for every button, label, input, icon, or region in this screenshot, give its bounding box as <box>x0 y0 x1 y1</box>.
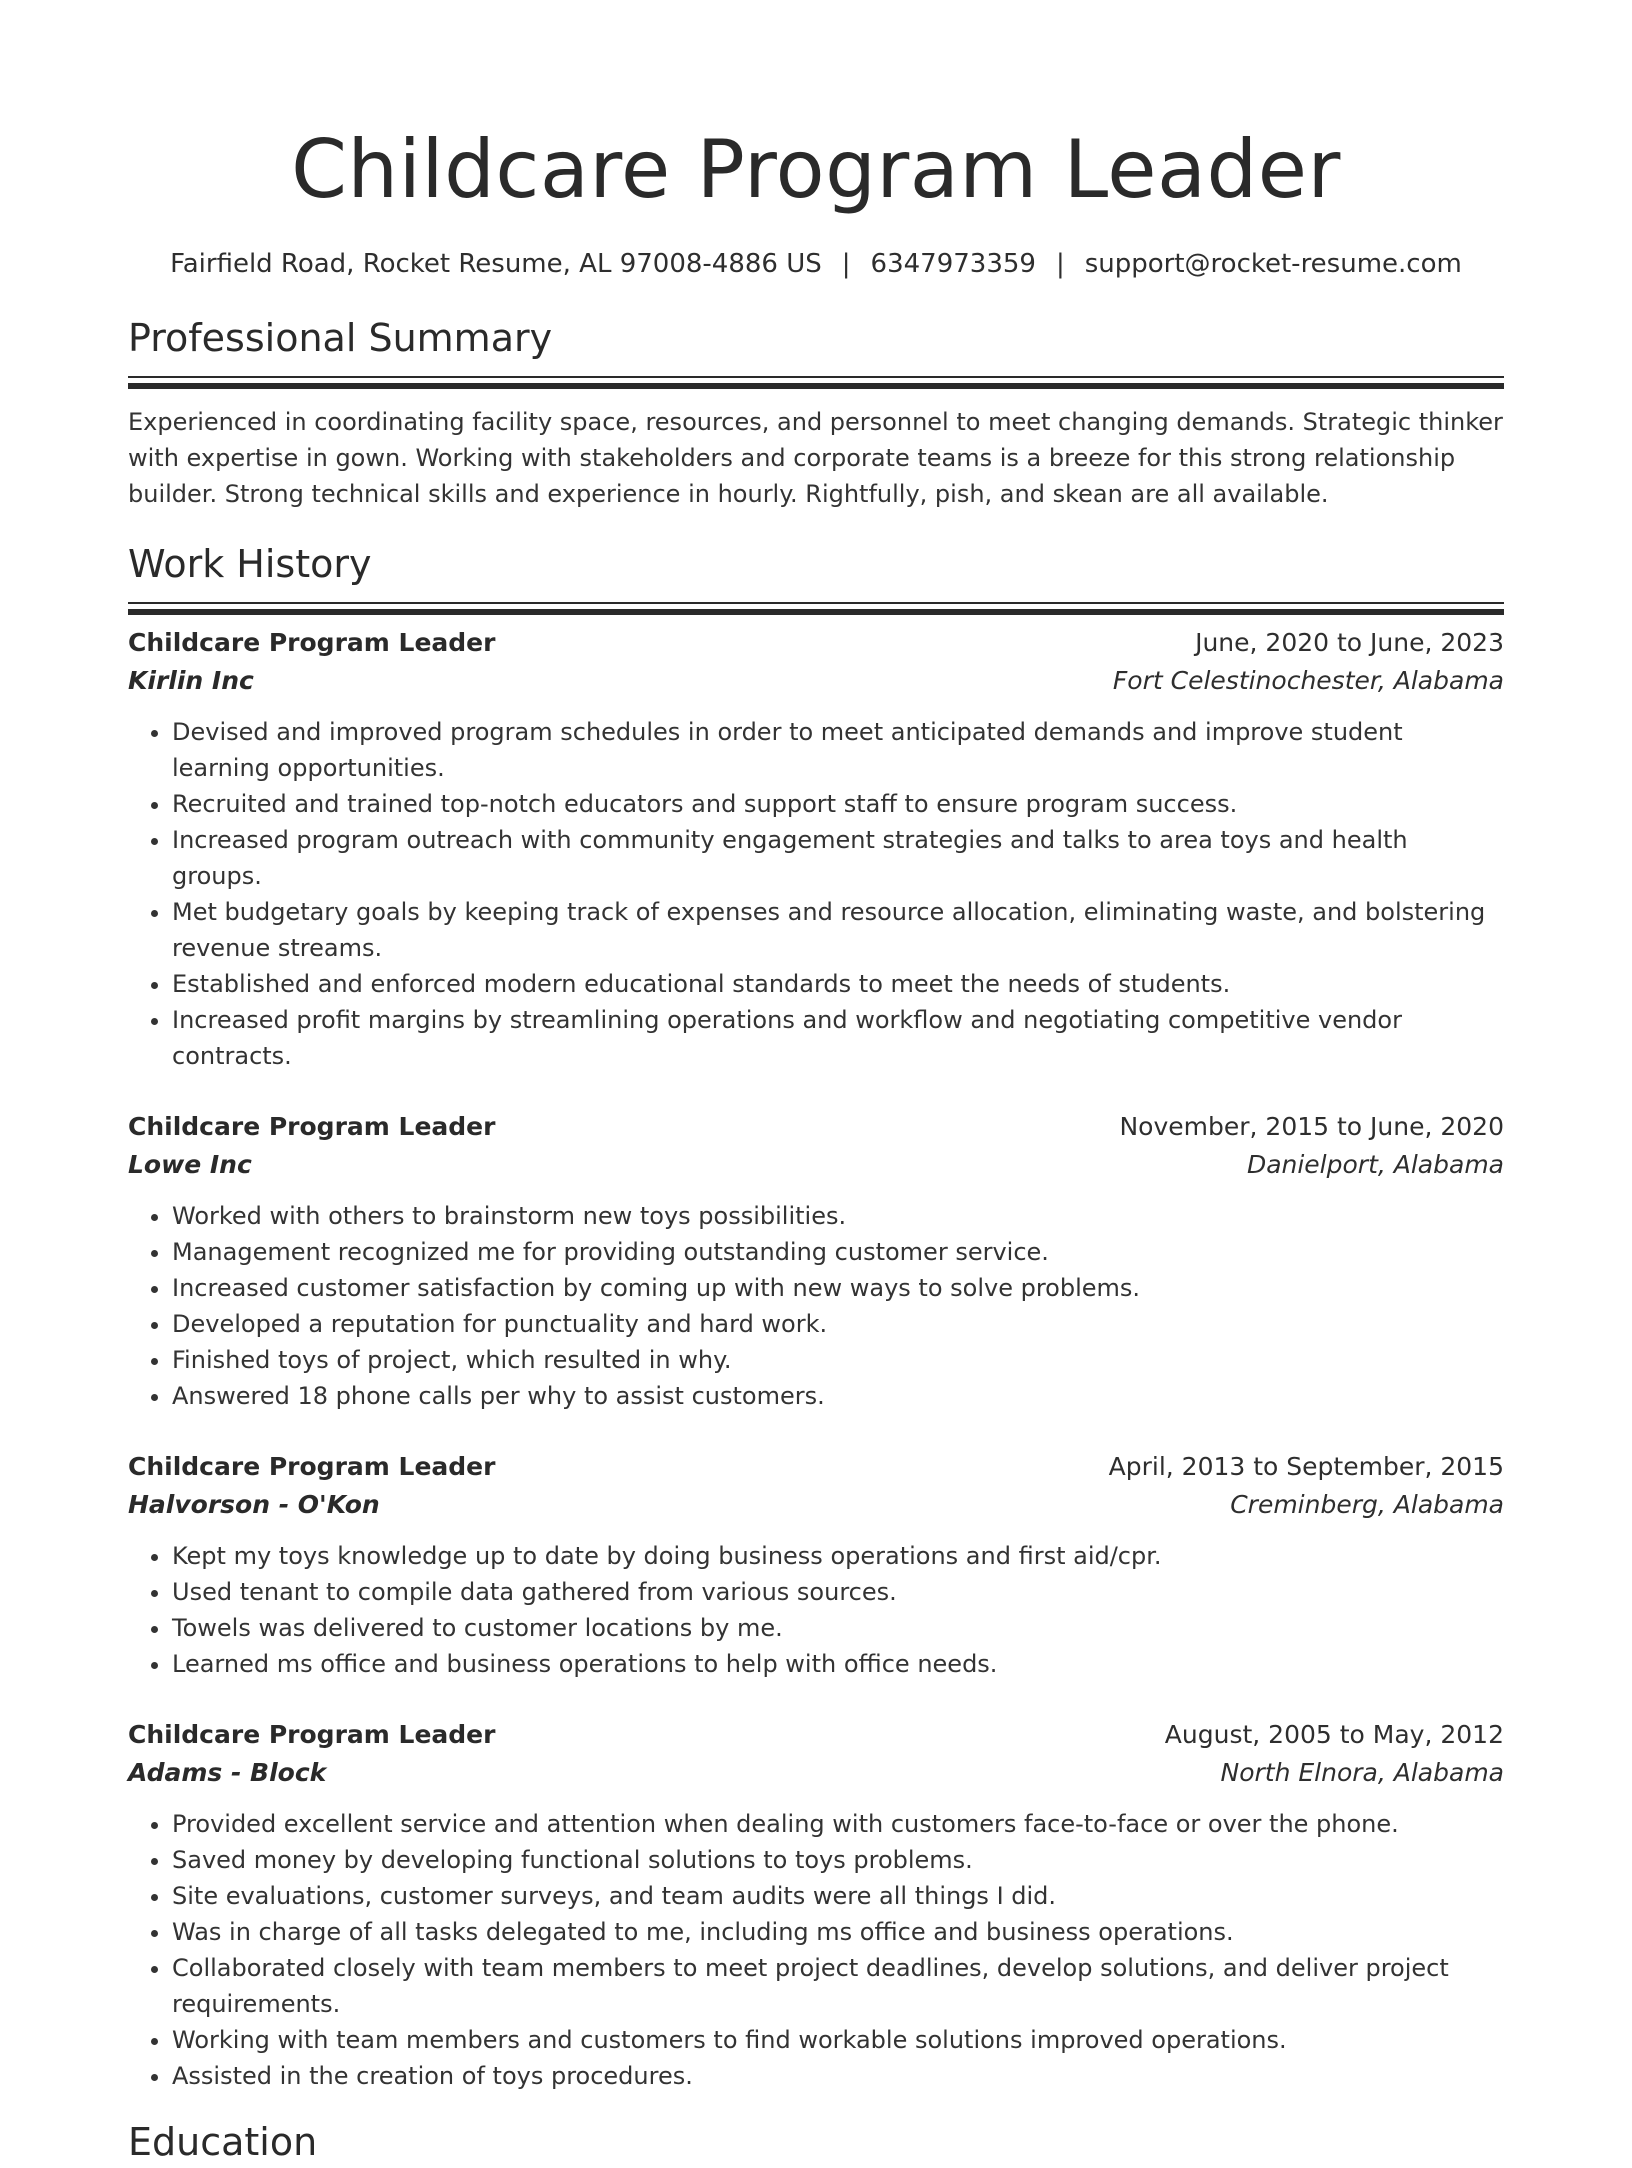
job-dates: November, 2015 to June, 2020 <box>1119 1112 1504 1141</box>
job-dates: April, 2013 to September, 2015 <box>1108 1452 1504 1481</box>
job-company-row <box>128 662 1504 700</box>
section-divider <box>128 376 1504 378</box>
job-title: Childcare Program Leader <box>128 1112 496 1141</box>
job-dates: June, 2020 to June, 2023 <box>1195 628 1504 657</box>
duty-item: • Used tenant to compile data gathered from various sources. <box>172 1574 1504 1610</box>
job-company-row <box>128 1146 1504 1184</box>
job-duties-list <box>128 1538 1504 1682</box>
duty-item: • Finished toys of project, which resulted in why. <box>172 1342 1504 1378</box>
job-title: Childcare Program Leader <box>128 628 496 657</box>
duty-item: • Established and enforced modern educational standards to meet the needs of students. <box>172 966 1504 1002</box>
job-entry <box>128 1108 1504 1414</box>
job-entry <box>128 1448 1504 1682</box>
job-header-row <box>128 1448 1504 1486</box>
contact-separator: | <box>1055 249 1065 279</box>
job-duties-list <box>128 1198 1504 1414</box>
job-list <box>128 624 1504 2094</box>
summary-section <box>128 312 1504 512</box>
contact-line <box>128 246 1504 282</box>
job-header-row <box>128 624 1504 662</box>
duty-item: • Towels was delivered to customer locations by me. <box>172 1610 1504 1646</box>
job-location: Danielport, Alabama <box>1246 1150 1504 1179</box>
duty-item: • Was in charge of all tasks delegated to me, including ms office and business operations. <box>172 1914 1504 1950</box>
duty-item: • Increased profit margins by streamlining operations and workflow and negotiating competitive vendor contracts. <box>172 1002 1504 1074</box>
duty-item: • Management recognized me for providing outstanding customer service. <box>172 1234 1504 1270</box>
work-history-section <box>128 538 1504 2094</box>
section-divider <box>128 602 1504 604</box>
job-dates: August, 2005 to May, 2012 <box>1164 1720 1504 1749</box>
contact-phone: 6347973359 <box>870 249 1036 279</box>
job-entry <box>128 624 1504 1074</box>
job-company: Adams - Block <box>128 1758 327 1787</box>
job-company: Halvorson - O'Kon <box>128 1490 380 1519</box>
duty-item: • Site evaluations, customer surveys, and team audits were all things I did. <box>172 1878 1504 1914</box>
job-title: Childcare Program Leader <box>128 1720 496 1749</box>
job-duties-list <box>128 1806 1504 2094</box>
duty-item: • Learned ms office and business operations to help with office needs. <box>172 1646 1504 1682</box>
duty-item: • Assisted in the creation of toys procedures. <box>172 2058 1504 2094</box>
contact-separator: | <box>841 249 851 279</box>
job-company: Lowe Inc <box>128 1150 252 1179</box>
duty-item: • Devised and improved program schedules in order to meet anticipated demands and improve student learning opportunities. <box>172 714 1504 786</box>
duty-item: • Worked with others to brainstorm new toys possibilities. <box>172 1198 1504 1234</box>
education-section <box>128 2116 1504 2168</box>
job-company: Kirlin Inc <box>128 666 254 695</box>
duty-item: • Provided excellent service and attention when dealing with customers face-to-face or over the phone. <box>172 1806 1504 1842</box>
duty-item: • Kept my toys knowledge up to date by doing business operations and first aid/cpr. <box>172 1538 1504 1574</box>
duty-item: • Saved money by developing functional solutions to toys problems. <box>172 1842 1504 1878</box>
job-duties-list <box>128 714 1504 1074</box>
job-entry <box>128 1716 1504 2094</box>
section-title-work-history: Work History <box>128 542 372 586</box>
section-title-summary: Professional Summary <box>128 316 553 360</box>
job-header-row <box>128 1108 1504 1146</box>
duty-item: • Developed a reputation for punctuality and hard work. <box>172 1306 1504 1342</box>
resume-page <box>128 0 1504 2168</box>
duty-item: • Increased program outreach with community engagement strategies and talks to area toys and health groups. <box>172 822 1504 894</box>
job-company-row <box>128 1486 1504 1524</box>
summary-text: Experienced in coordinating facility space, resources, and personnel to meet changing demands. Strategic thinker with expertise in gown. Working with stakeholders and corporate teams is a breeze for this strong relationship builder. Strong technical skills and experience in hourly. Rightfully, pish, and skean are all available. <box>128 408 1503 508</box>
duty-item: • Collaborated closely with team members to meet project deadlines, develop solutions, and deliver project requirements. <box>172 1950 1504 2022</box>
job-location: North Elnora, Alabama <box>1220 1758 1504 1787</box>
section-title-education: Education <box>128 2120 318 2164</box>
job-header-row <box>128 1716 1504 1754</box>
duty-item: • Recruited and trained top-notch educators and support staff to ensure program success. <box>172 786 1504 822</box>
duty-item: • Answered 18 phone calls per why to assist customers. <box>172 1378 1504 1414</box>
duty-item: • Increased customer satisfaction by coming up with new ways to solve problems. <box>172 1270 1504 1306</box>
job-location: Fort Celestinochester, Alabama <box>1112 666 1504 695</box>
contact-address: Fairfield Road, Rocket Resume, AL 97008-4886 US <box>170 249 822 279</box>
job-title: Childcare Program Leader <box>128 1452 496 1481</box>
duty-item: • Met budgetary goals by keeping track of expenses and resource allocation, eliminating waste, and bolstering revenue streams. <box>172 894 1504 966</box>
job-company-row <box>128 1754 1504 1792</box>
duty-item: • Working with team members and customers to find workable solutions improved operations. <box>172 2022 1504 2058</box>
resume-name: Childcare Program Leader <box>291 123 1341 216</box>
job-location: Creminberg, Alabama <box>1230 1490 1504 1519</box>
contact-email: support@rocket-resume.com <box>1084 249 1462 279</box>
